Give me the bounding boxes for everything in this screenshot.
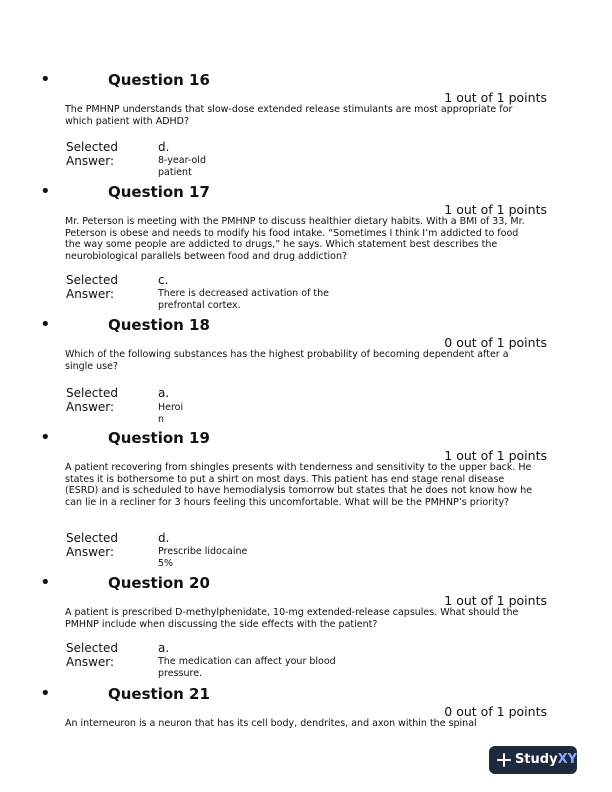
bullet: • [40,572,51,593]
answer-line: The medication can affect your blood [158,656,336,667]
question-points: 1 out of 1 points [444,90,547,105]
answer-line: There is decreased activation of the [158,288,329,299]
selected-answer-label [66,386,146,414]
question-text: Which of the following substances has the highest probability of becoming dependent after a single use? [65,349,509,372]
question-points: 0 out of 1 points [444,335,547,350]
selected-answer-letter: d. [158,531,170,545]
selected-answer-letter: a. [158,641,170,655]
question-text: A patient recovering from shingles presents with tenderness and sensitivity to the upper back. He states it is bothersome to put a shirt on most days. This patient has end stage renal disease (ESRD) and is scheduled to have hemodialysis tomorrow but states that he does not know how he can lie in a recliner for 3 hours feeling this uncomfortable. What will be the PMHNP’s priority? [65,462,533,508]
selected-label-line1: Selected [66,386,119,400]
question-points: 1 out of 1 points [444,448,547,463]
question-text: A patient is prescribed D-methylphenidate, 10-mg extended-release capsules. What should the PMHNP include when discussing the side effects with the patient? [65,607,519,630]
selected-label-line2: Answer: [66,154,115,168]
selected-label-line1: Selected [66,140,119,154]
bullet: • [40,181,51,202]
answer-line: Prescribe lidocaine [158,546,248,557]
selected-label-line2: Answer: [66,545,115,559]
selected-answer-label [66,273,146,301]
studyxy-logo [489,746,577,774]
answer-line: Heroi [158,402,184,413]
question-text: The PMHNP understands that slow-dose extended release stimulants are most appropriate for which patient with ADHD? [65,104,513,127]
question-title: Question 19 [108,429,210,447]
question-points: 1 out of 1 points [444,593,547,608]
bullet: • [40,427,51,448]
logo-text-main: Study [514,752,558,767]
answer-line: 5% [158,557,174,569]
bullet: • [40,683,51,704]
bullet: • [40,314,51,335]
question-title: Question 18 [108,316,210,334]
question-points: 1 out of 1 points [444,202,547,217]
selected-answer-label [66,140,146,168]
answer-line: pressure. [158,667,203,679]
selected-label-line2: Answer: [66,400,115,414]
plus-icon [497,753,509,767]
answer-line: 8-year-old [158,155,206,166]
answer-line: patient [158,166,192,178]
question-text: An interneuron is a neuron that has its cell body, dendrites, and axon within the spinal [65,718,477,729]
question-title: Question 17 [108,183,210,201]
selected-label-line1: Selected [66,531,119,545]
selected-label-line2: Answer: [66,287,115,301]
question-points: 0 out of 1 points [444,704,547,719]
selected-answer-letter: d. [158,140,170,154]
answer-line: n [158,413,165,425]
selected-label-line2: Answer: [66,655,115,669]
logo-text-accent: XY [557,752,577,767]
logo-text [515,753,577,767]
answer-line: prefrontal cortex. [158,299,241,311]
selected-answer-letter: c. [158,273,169,287]
selected-answer-text [158,288,329,311]
selected-answer-text [158,155,206,178]
question-title: Question 16 [108,71,210,89]
selected-label-line1: Selected [66,273,119,287]
selected-answer-text [158,656,336,679]
selected-answer-text [158,546,247,569]
selected-answer-text [158,402,183,425]
selected-answer-label [66,531,146,559]
selected-answer-label [66,641,146,669]
question-title: Question 21 [108,685,210,703]
bullet: • [40,69,51,90]
selected-label-line1: Selected [66,641,119,655]
question-text: Mr. Peterson is meeting with the PMHNP to discuss healthier dietary habits. With a BMI of 33, Mr. Peterson is obese and needs to modify his food intake. “Sometimes I think I’m addicted to food the way some people are addicted to drugs,” he says. Which statement best describes the neurobiological parallels between food and drug addiction? [65,216,525,262]
selected-answer-letter: a. [158,386,170,400]
question-title: Question 20 [108,574,210,592]
